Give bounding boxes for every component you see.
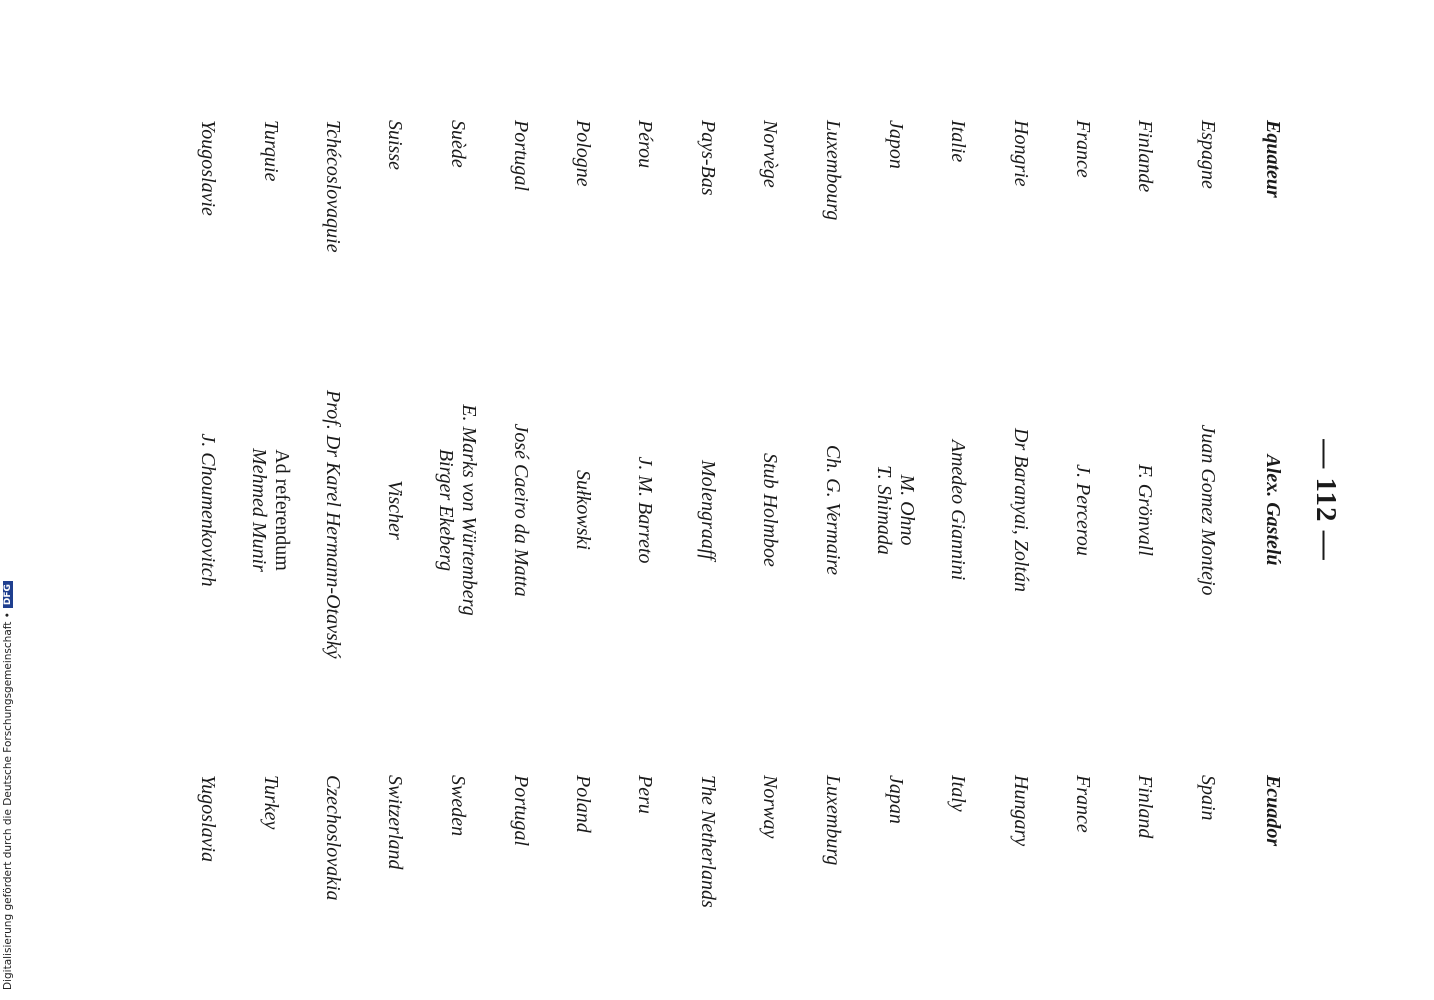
country-name-french: Equateur — [1262, 120, 1284, 198]
representative-names — [633, 390, 656, 630]
representative-name: T. Shimada — [873, 465, 895, 555]
representative-names — [571, 390, 594, 630]
country-name-english: Japan — [885, 775, 907, 824]
country-name-english: Czechoslovakia — [322, 775, 344, 901]
representative-name: Ad referendum — [271, 449, 293, 571]
country-name-french: Finlande — [1134, 120, 1156, 193]
representative-names — [821, 390, 844, 630]
country-name-french: Espagne — [1197, 120, 1219, 189]
representative-name: Sułkowski — [572, 470, 594, 550]
country-name-english: Hungary — [1010, 775, 1032, 847]
representative-name: Dr Baranyai, Zoltán — [1010, 428, 1032, 592]
country-name-english: Yugoslavia — [197, 775, 219, 863]
representative-names — [321, 390, 344, 659]
representative-name: Stub Holmboe — [759, 453, 781, 567]
representative-name: J. Choumenkovitch — [197, 433, 219, 587]
footer-credit — [2, 584, 14, 990]
representative-name: Molengraaff — [697, 460, 719, 560]
representative-names — [758, 390, 781, 630]
country-name-english: Spain — [1197, 775, 1219, 821]
country-name-english: Switzerland — [384, 775, 406, 870]
representative-names — [1071, 390, 1094, 630]
country-name-french: Pérou — [634, 120, 656, 169]
country-name-english: Turkey — [260, 775, 282, 830]
dfg-logo: DFG — [3, 581, 13, 608]
footer-strip — [0, 0, 18, 1000]
country-name-french: Hongrie — [1010, 120, 1032, 187]
representative-name: Juan Gomez Montejo — [1197, 424, 1219, 596]
country-name-english: Peru — [634, 775, 656, 814]
representative-names — [434, 390, 480, 630]
representative-name: Prof. Dr Karel Hermann-Otavský — [322, 390, 344, 659]
country-name-english: Portugal — [510, 775, 532, 847]
representative-name: M. Ohno — [896, 474, 918, 546]
representative-names — [509, 390, 532, 630]
footer-text: Digitalisierung gefördert durch die Deutsche Forschungsgemeinschaft • — [2, 612, 14, 990]
page-number: — 112 — — [1310, 439, 1342, 561]
country-name-french: Suède — [447, 120, 469, 168]
representative-name: Birger Ekeberg — [435, 448, 457, 572]
country-name-english: France — [1072, 775, 1094, 833]
representative-names — [1133, 390, 1156, 630]
country-name-english: Luxemburg — [822, 775, 844, 866]
representative-name: F. Grönvall — [1134, 464, 1156, 556]
representative-name: José Caeiro da Matta — [510, 423, 532, 597]
representative-names — [1196, 390, 1219, 630]
country-name-french: Japon — [885, 120, 907, 169]
country-name-french: Turquie — [260, 120, 282, 182]
representative-names — [872, 390, 918, 630]
country-name-french: Portugal — [510, 120, 532, 192]
representative-name: Ch. G. Vermaire — [822, 444, 844, 576]
country-name-english: Finland — [1134, 775, 1156, 839]
country-name-french: Norvège — [759, 120, 781, 188]
representative-name: Amedeo Giannini — [947, 439, 969, 581]
representative-names — [247, 390, 293, 630]
country-name-french: Luxembourg — [822, 120, 844, 221]
representative-name: J. M. Barreto — [634, 456, 656, 564]
representative-name: Alex. Gastelú — [1262, 454, 1284, 566]
country-name-french: France — [1072, 120, 1094, 178]
representative-name: Vischer — [384, 480, 406, 540]
country-name-english: Ecuador — [1262, 775, 1284, 847]
country-name-english: The Netherlands — [697, 775, 719, 908]
representative-names — [696, 390, 719, 630]
representative-names — [946, 390, 969, 630]
country-name-english: Poland — [572, 775, 594, 833]
representative-names — [1261, 390, 1284, 630]
country-name-french: Pays-Bas — [697, 120, 719, 196]
country-name-french: Suisse — [384, 120, 406, 170]
representative-name: E. Marks von Würtemberg — [458, 404, 480, 616]
representative-name: J. Percerou — [1072, 464, 1094, 556]
representative-names — [383, 390, 406, 630]
country-name-french: Italie — [947, 120, 969, 163]
representative-names — [196, 390, 219, 630]
representative-name: Mehmed Munir — [248, 448, 270, 572]
representative-names — [1009, 390, 1032, 630]
country-name-english: Sweden — [447, 775, 469, 837]
country-name-french: Yougoslavie — [197, 120, 219, 216]
country-name-french: Pologne — [572, 120, 594, 187]
country-name-english: Norway — [759, 775, 781, 839]
country-name-english: Italy — [947, 775, 969, 812]
country-name-french: Tchécoslovaquie — [322, 120, 344, 253]
